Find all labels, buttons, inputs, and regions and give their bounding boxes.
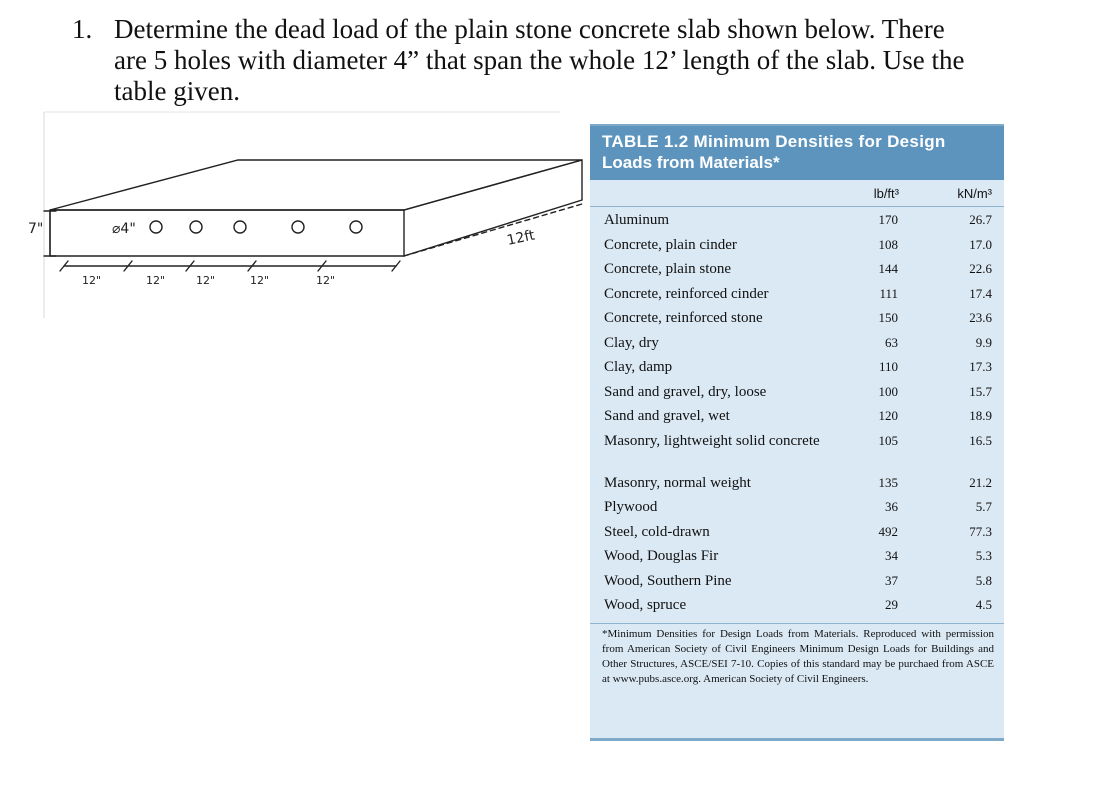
density-kn-m3: 18.9 xyxy=(969,408,992,423)
table-row xyxy=(590,234,1004,259)
density-lb-ft3: 110 xyxy=(878,359,898,374)
table-row xyxy=(590,545,1004,570)
spacing-labels xyxy=(82,274,335,287)
density-lb-ft3: 144 xyxy=(878,261,898,276)
material-name: Wood, spruce xyxy=(604,597,687,613)
question-line-1: Determine the dead load of the plain stone concrete slab shown below. There xyxy=(114,14,945,44)
density-kn-m3: 9.9 xyxy=(975,334,992,350)
material-name: Aluminum xyxy=(604,212,670,228)
table-title xyxy=(590,126,1004,180)
table-row xyxy=(590,332,1004,357)
table-row xyxy=(590,594,1004,619)
density-kn-m3: 5.8 xyxy=(975,572,992,588)
density-lb-ft3: 492 xyxy=(878,523,898,539)
table-footnote: *Minimum Densities for Design Loads from Materials. Reproduced with permission from American Society of Civil Engineers Minimum Design Loads for Buildings and Other Structures, ASCE/SEI 7-10. Copies of this standard may be purchaed from ASCE at www.pubs.asce.org. American Society of Civil Engineers. xyxy=(602,627,994,685)
table-title-line-2: Loads from Materials* xyxy=(602,153,780,172)
spacing-label: 12" xyxy=(250,274,270,287)
density-lb-ft3: 120 xyxy=(878,408,898,423)
density-kn-m3: 4.5 xyxy=(975,597,992,612)
density-kn-m3: 5.3 xyxy=(975,548,992,563)
slab-top-face xyxy=(50,160,582,210)
material-name: Concrete, plain stone xyxy=(604,261,732,277)
hole-circle xyxy=(234,221,246,233)
density-lb-ft3: 111 xyxy=(879,285,898,301)
material-name: Concrete, plain cinder xyxy=(604,236,737,253)
density-lb-ft3: 36 xyxy=(885,499,898,514)
thickness-label: 7" xyxy=(28,221,44,237)
table-row xyxy=(590,307,1004,332)
question-line-3: table given. xyxy=(114,76,240,106)
density-lb-ft3: 108 xyxy=(878,236,898,252)
table-row xyxy=(590,283,1004,308)
length-label: 12ft xyxy=(505,227,537,249)
table-row xyxy=(590,209,1004,234)
density-table xyxy=(590,124,1004,741)
density-kn-m3: 77.3 xyxy=(969,523,992,539)
question-number: 1. xyxy=(72,14,93,44)
density-kn-m3: 22.6 xyxy=(969,261,992,276)
density-lb-ft3: 150 xyxy=(878,310,898,325)
table-row xyxy=(590,258,1004,283)
slab-front-face xyxy=(50,210,404,256)
density-kn-m3: 5.7 xyxy=(975,499,992,514)
hole-circle xyxy=(350,221,362,233)
hole-diameter-label: ⌀4" xyxy=(112,221,136,237)
material-name: Wood, Southern Pine xyxy=(604,572,732,589)
density-kn-m3: 17.4 xyxy=(969,285,992,301)
density-kn-m3: 21.2 xyxy=(969,474,992,490)
density-kn-m3: 16.5 xyxy=(969,432,992,448)
material-name: Sand and gravel, wet xyxy=(604,408,730,424)
density-lb-ft3: 135 xyxy=(878,474,898,490)
material-name: Clay, damp xyxy=(604,359,673,375)
material-name: Steel, cold-drawn xyxy=(604,523,710,540)
material-name: Clay, dry xyxy=(604,334,659,351)
table-row xyxy=(590,472,1004,497)
table-row xyxy=(590,521,1004,546)
density-lb-ft3: 34 xyxy=(885,548,898,563)
hole-circle xyxy=(150,221,162,233)
density-lb-ft3: 105 xyxy=(878,432,898,448)
spacing-label: 12" xyxy=(316,274,336,287)
hole-group xyxy=(150,221,362,233)
material-name: Concrete, reinforced stone xyxy=(604,310,763,326)
density-lb-ft3: 37 xyxy=(885,572,898,588)
density-kn-m3: 23.6 xyxy=(969,310,992,325)
thickness-bracket xyxy=(44,211,56,256)
density-kn-m3: 26.7 xyxy=(969,212,992,227)
table-title-line-1: TABLE 1.2 Minimum Densities for Design xyxy=(602,132,946,151)
table-body xyxy=(590,207,1004,619)
slab-side-dashed xyxy=(404,204,582,256)
table-row xyxy=(590,405,1004,430)
table-units-row xyxy=(590,180,1004,207)
spacing-label: 12" xyxy=(146,274,166,287)
density-lb-ft3: 100 xyxy=(878,383,898,399)
material-name: Sand and gravel, dry, loose xyxy=(604,383,767,400)
slab-side-face xyxy=(404,160,582,256)
table-row xyxy=(590,430,1004,472)
material-name: Masonry, normal weight xyxy=(604,474,751,491)
density-lb-ft3: 63 xyxy=(885,334,898,350)
density-lb-ft3: 170 xyxy=(878,212,898,227)
hole-circle xyxy=(190,221,202,233)
table-row xyxy=(590,356,1004,381)
spacing-label: 12" xyxy=(196,274,216,287)
hole-circle xyxy=(292,221,304,233)
material-name: Plywood xyxy=(604,499,658,515)
density-kn-m3: 17.0 xyxy=(969,236,992,252)
density-lb-ft3: 29 xyxy=(885,597,898,612)
unit-lb-ft3: lb/ft³ xyxy=(873,186,899,201)
table-row xyxy=(590,496,1004,521)
material-name: Concrete, reinforced cinder xyxy=(604,285,769,302)
spacing-label: 12" xyxy=(82,274,102,287)
density-kn-m3: 15.7 xyxy=(969,383,992,399)
material-name: Wood, Douglas Fir xyxy=(604,548,719,564)
material-name: Masonry, lightweight solid concrete xyxy=(604,432,820,449)
table-row xyxy=(590,381,1004,406)
table-row xyxy=(590,570,1004,595)
density-kn-m3: 17.3 xyxy=(969,359,992,374)
unit-kn-m3: kN/m³ xyxy=(957,186,992,201)
question-line-2: are 5 holes with diameter 4” that span the whole 12’ length of the slab. Use the xyxy=(114,45,965,75)
